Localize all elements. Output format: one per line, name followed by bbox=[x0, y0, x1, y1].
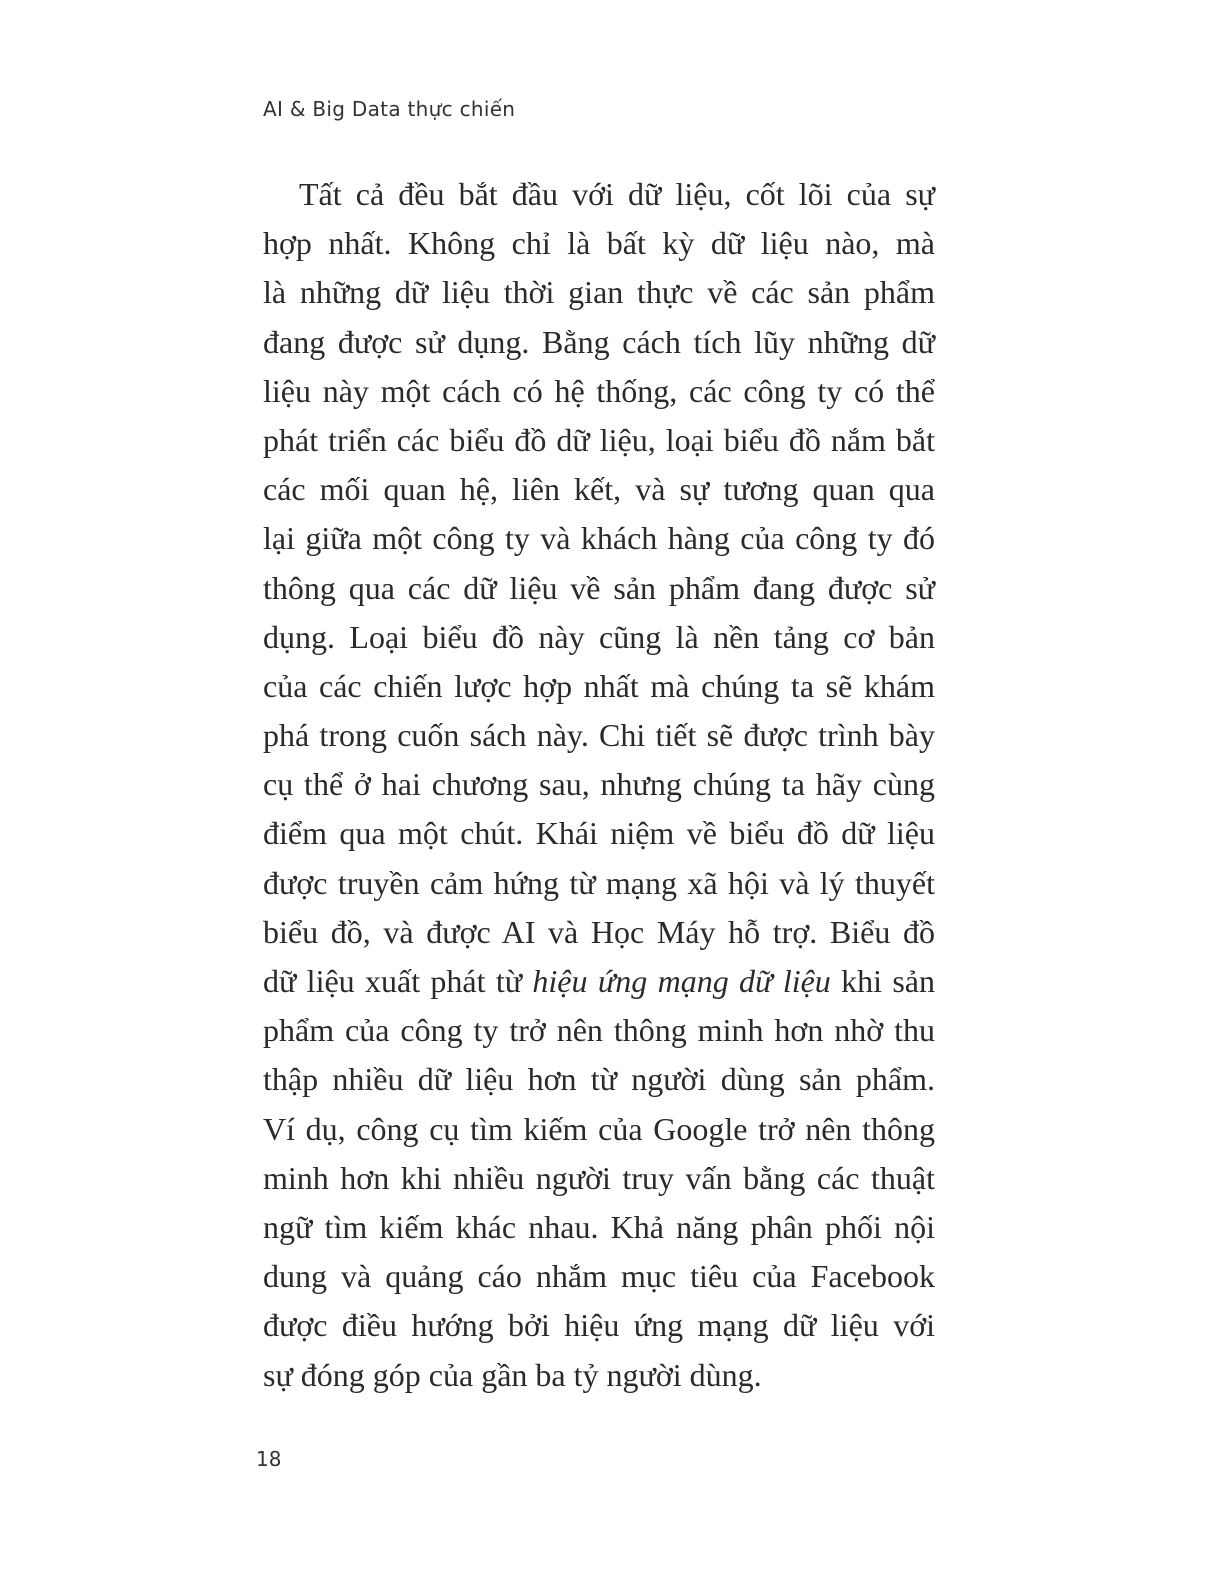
text-line: phá trong cuốn sách này. Chi tiết sẽ được trình bày bbox=[263, 717, 935, 754]
text-line: liệu này một cách có hệ thống, các công ty có thể bbox=[263, 372, 935, 409]
text-line: dụng. Loại biểu đồ này cũng là nền tảng cơ bản bbox=[263, 618, 935, 655]
text-line: thập nhiều dữ liệu hơn từ người dùng sản phẩm. bbox=[263, 1061, 935, 1098]
text-line-with-emphasis bbox=[263, 957, 935, 1006]
body-paragraph bbox=[263, 170, 935, 1400]
text-line: biểu đồ, và được AI và Học Máy hỗ trợ. Biểu đồ bbox=[263, 913, 935, 950]
emphasized-term: hiệu ứng mạng dữ liệu bbox=[532, 963, 831, 999]
text-line: thông qua các dữ liệu về sản phẩm đang được sử bbox=[263, 569, 935, 606]
text-line: điểm qua một chút. Khái niệm về biểu đồ dữ liệu bbox=[263, 815, 935, 852]
text-segment: dữ liệu xuất phát từ bbox=[263, 963, 533, 999]
text-line: được truyền cảm hứng từ mạng xã hội và lý thuyết bbox=[263, 864, 935, 901]
text-line: phát triển các biểu đồ dữ liệu, loại biểu đồ nắm bắt bbox=[263, 421, 935, 458]
running-header-title: AI & Big Data thực chiến bbox=[263, 97, 516, 121]
text-line: cụ thể ở hai chương sau, nhưng chúng ta hãy cùng bbox=[263, 766, 935, 803]
text-line: được điều hướng bởi hiệu ứng mạng dữ liệu với bbox=[263, 1307, 935, 1344]
text-line: dung và quảng cáo nhắm mục tiêu của Facebook bbox=[263, 1258, 935, 1295]
text-line: của các chiến lược hợp nhất mà chúng ta sẽ khám bbox=[263, 667, 935, 704]
text-line: phẩm của công ty trở nên thông minh hơn nhờ thu bbox=[263, 1012, 935, 1049]
text-line: Tất cả đều bắt đầu với dữ liệu, cốt lõi của sự bbox=[299, 176, 935, 212]
text-line: Ví dụ, công cụ tìm kiếm của Google trở nên thông bbox=[263, 1110, 935, 1147]
text-line: là những dữ liệu thời gian thực về các sản phẩm bbox=[263, 274, 935, 311]
text-segment: khi sản bbox=[830, 963, 935, 999]
text-line: minh hơn khi nhiều người truy vấn bằng các thuật bbox=[263, 1159, 935, 1196]
text-line: hợp nhất. Không chỉ là bất kỳ dữ liệu nào, mà bbox=[263, 225, 935, 262]
text-line: ngữ tìm kiếm khác nhau. Khả năng phân phối nội bbox=[263, 1208, 935, 1245]
text-line-last: sự đóng góp của gần ba tỷ người dùng. bbox=[263, 1356, 762, 1393]
text-line: lại giữa một công ty và khách hàng của công ty đó bbox=[263, 520, 935, 557]
page-number: 18 bbox=[256, 1447, 282, 1471]
text-line: đang được sử dụng. Bằng cách tích lũy những dữ bbox=[263, 323, 935, 360]
text-line: các mối quan hệ, liên kết, và sự tương quan qua bbox=[263, 471, 935, 508]
